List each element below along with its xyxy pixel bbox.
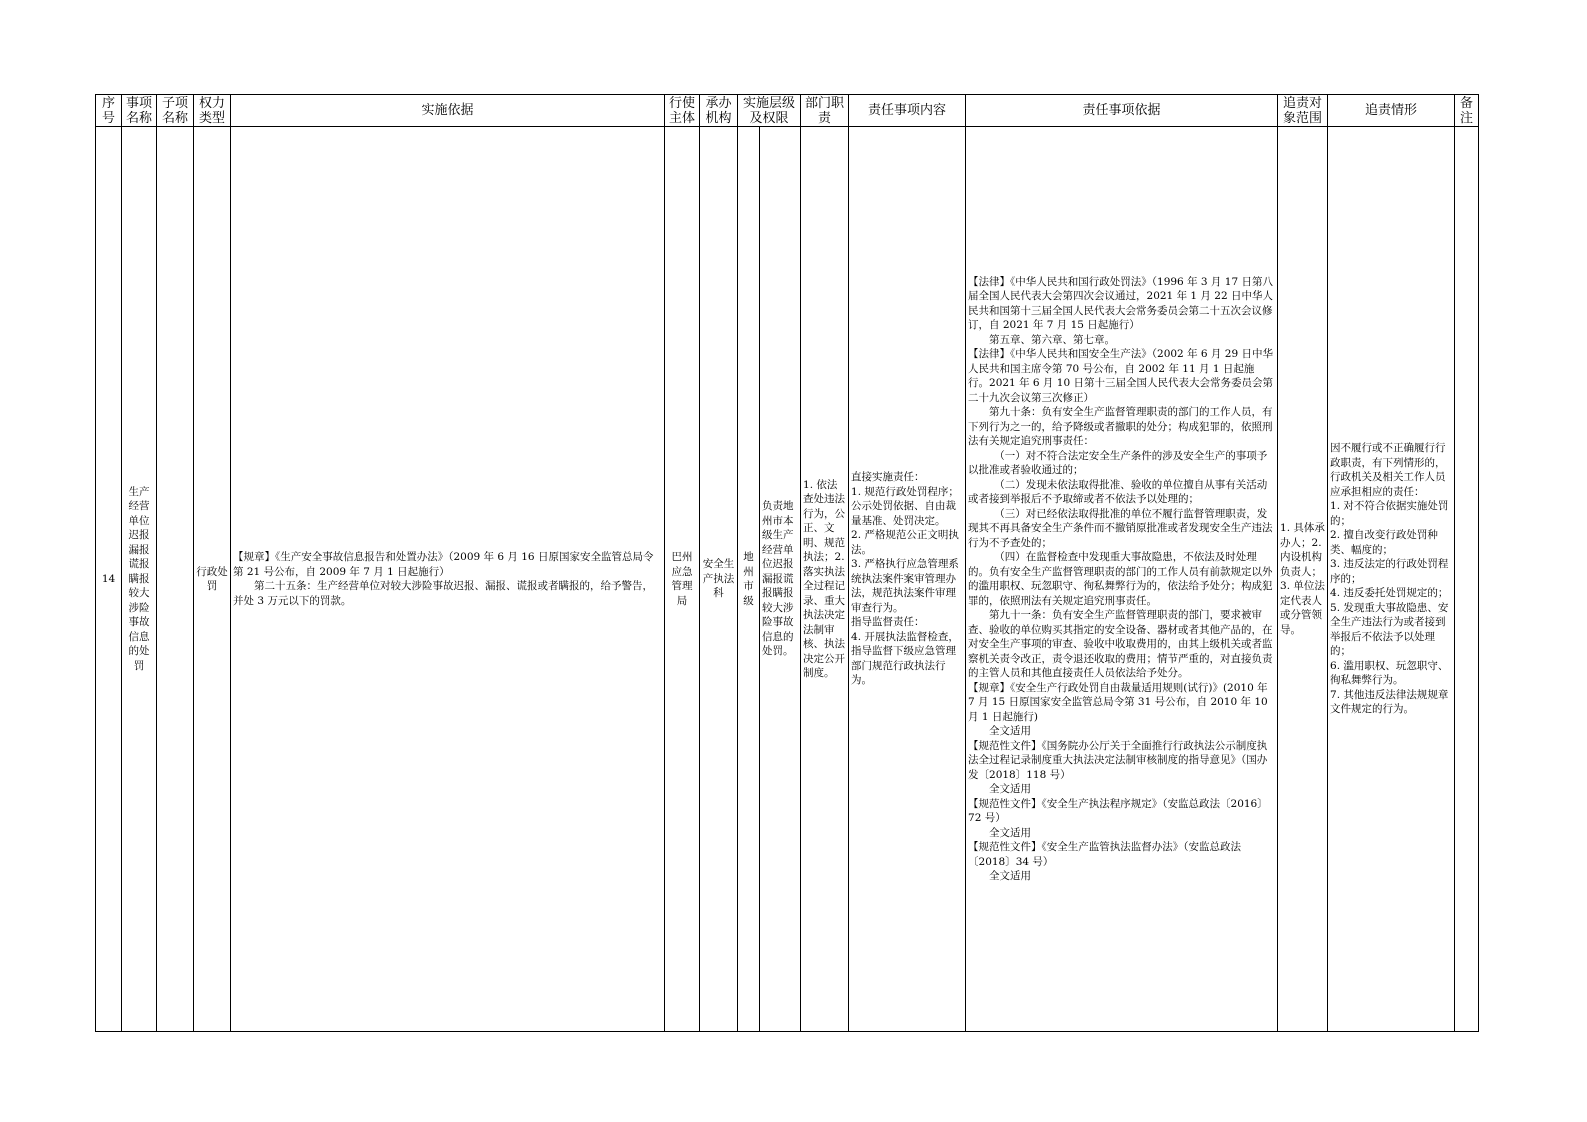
item-name-cell: 生产经营单位迟报漏报谎报瞒报较大涉险事故信息的处罚 (122, 127, 157, 1032)
resp-basis-line: 全文适用 (989, 783, 1032, 795)
situation-line: 因不履行或不正确履行行政职责，有下列情形的，行政机关及相关工作人员应承担相应的责任： (1330, 442, 1446, 498)
header-subject: 行使主体 (665, 95, 700, 127)
sub-name-cell (157, 127, 194, 1032)
header-power-type: 权力类型 (194, 95, 231, 127)
resp-basis-line: 第五章、第六章、第七章。 (989, 333, 1116, 346)
header-remark: 备注 (1455, 95, 1479, 127)
situation-line: 4. 违反委托处罚规定的； (1330, 587, 1449, 600)
header-org: 承办机构 (700, 95, 738, 127)
content-line: 2. 严格规范公正文明执法。 (851, 529, 959, 556)
accountability-table (95, 94, 1479, 1032)
remark-cell (1455, 127, 1479, 1032)
header-duty: 部门职责 (801, 95, 849, 127)
resp-basis-line: （一）对不符合法定安全生产条件的涉及安全生产的事项予以批准或者验收通过的； (968, 449, 1268, 476)
header-row (96, 95, 1479, 127)
basis-cell (231, 127, 665, 1032)
resp-basis-line: （三）对已经依法取得批准的单位不履行监督管理职责，发现其不再具备安全生产条件而不撤销原批准或者发现安全生产违法行为不予查处的； (968, 507, 1273, 549)
subject-cell: 巴州应急管理局 (665, 127, 700, 1032)
resp-basis-line: （二）发现未依法取得批准、验收的单位擅自从事有关活动或者接到举报后不予取缔或者不依法予以处理的； (968, 478, 1268, 505)
basis-line: 第二十五条：生产经营单位对较大涉险事故迟报、漏报、谎报或者瞒报的，给予警告，并处 3 万元以下的罚款。 (233, 580, 653, 607)
resp-basis-line: （四）在监督检查中发现重大事故隐患，不依法及时处理的。负有安全生产监督管理职责的部门的工作人员有前款规定以外的滥用职权、玩忽职守、徇私舞弊行为的，依法给予处分；构成犯罪的，依照刑法有关规定追究刑事责任。 (968, 551, 1273, 607)
org-cell: 安全生产执法科 (700, 127, 738, 1032)
situation-line: 1. 对不符合依据实施处罚的； (1330, 500, 1449, 527)
header-situation: 追责情形 (1328, 95, 1455, 127)
content-line: 直接实施责任： (851, 471, 925, 484)
header-target: 追责对象范围 (1278, 95, 1328, 127)
resp-basis-line: 第九十一条：负有安全生产监督管理职责的部门，要求被审查、验收的单位购买其指定的安全设备、器材或者其他产品的，在对安全生产事项的审查、验收中收取费用的，由其上级机关或者监察机关责令改正，责令退还收取的费用；情节严重的，对直接负责的主管人员和其他直接责任人员依法给予处分。 (968, 609, 1273, 679)
situation-line: 3. 违反法定的行政处罚程序的； (1330, 558, 1449, 585)
duty-cell: 1. 依法查处违法行为，公正、文明、规范执法；2. 落实执法全过程记录、重大执法决定法制审核、执法决定公开制度。 (801, 127, 849, 1032)
header-content: 责任事项内容 (849, 95, 966, 127)
basis-line: 【规章】《生产安全事故信息报告和处置办法》（2009 年 6 月 16 日原国家安全监管总局令第 21 号公布，自 2009 年 7 月 1 日起施行） (233, 551, 654, 578)
resp-basis-line: 全文适用 (989, 870, 1032, 882)
resp-basis-line: 【规范性文件】《安全生产执法程序规定》（安监总政法〔2016〕72 号） (968, 797, 1268, 824)
resp-basis-line: 【规范性文件】《国务院办公厅关于全面推行行政执法公示制度执法全过程记录制度重大执法决定法制审核制度的指导意见》（国办发〔2018〕118 号） (968, 739, 1268, 781)
header-basis: 实施依据 (231, 95, 665, 127)
resp-basis-line: 【规章】《安全生产行政处罚自由裁量适用规则(试行)》(2010 年 7 月 15 日原国家安全监管总局令第 31 号公布，自 2010 年 10 月 1 日起施行) (968, 681, 1268, 723)
power-type-cell: 行政处罚 (194, 127, 231, 1032)
resp-basis-line: 第九十条：负有安全生产监督管理职责的部门的工作人员，有下列行为之一的，给予降级或者撤职的处分；构成犯罪的，依照刑法有关规定追究刑事责任： (968, 406, 1273, 447)
situation-cell (1328, 127, 1455, 1032)
content-line: 1. 规范行政处罚程序；公示处罚依据、自由裁量基准、处罚决定。 (851, 485, 959, 527)
resp-basis-cell (966, 127, 1278, 1032)
situation-line: 6. 滥用职权、玩忽职守、徇私舞弊行为。 (1330, 659, 1449, 687)
content-cell (849, 127, 966, 1032)
header-level: 实施层级及权限 (738, 95, 801, 127)
resp-basis-line: 【法律】《中华人民共和国行政处罚法》（1996 年 3 月 17 日第八届全国人民代表大会第四次会议通过，2021 年 1 月 22 日中华人民共和国第十三届全国人民代表大会常务委员会第二十五次会议修订，自 2021 年 7 月 15 日起施行） (968, 275, 1273, 331)
resp-basis-line: 【规范性文件】《安全生产监管执法监督办法》（安监总政法〔2018〕34 号） (968, 841, 1242, 868)
resp-basis-line: 全文适用 (989, 826, 1032, 839)
table-row (96, 127, 1479, 1032)
target-cell: 1. 具体承办人；2. 内设机构负责人；3. 单位法定代表人或分管领导。 (1278, 127, 1328, 1032)
resp-basis-line: 全文适用 (989, 725, 1032, 737)
header-item-name: 事项名称 (122, 95, 157, 127)
content-line: 4. 开展执法监督检查，指导监督下级应急管理部门规范行政执法行为。 (851, 630, 959, 687)
header-seq: 序号 (96, 95, 122, 127)
content-line: 指导监督责任： (851, 616, 925, 629)
header-resp-basis: 责任事项依据 (966, 95, 1278, 127)
situation-line: 2. 擅自改变行政处罚种类、幅度的； (1330, 529, 1438, 556)
header-sub-name: 子项名称 (157, 95, 194, 127)
situation-line: 5. 发现重大事故隐患、安全生产违法行为或者接到举报后不依法予以处理的； (1330, 601, 1449, 658)
resp-basis-line: 【法律】《中华人民共和国安全生产法》（2002 年 6 月 29 日中华人民共和国主席令第 70 号公布，自 2002 年 11 月 1 日起施行。2021 年 6 月 10 日第十三届全国人民代表大会常务委员会第二十九次会议第三次修正） (968, 348, 1273, 404)
level-cell: 地州市级 (738, 127, 760, 1032)
level-scope-cell: 负责地州市本级生产经营单位迟报漏报谎报瞒报较大涉险事故信息的处罚。 (760, 127, 801, 1032)
seq-cell: 14 (96, 127, 122, 1032)
situation-line: 7. 其他违反法律法规规章文件规定的行为。 (1330, 688, 1449, 716)
content-line: 3. 严格执行应急管理系统执法案件案审管理办法，规范执法案件审理审查行为。 (851, 558, 959, 614)
